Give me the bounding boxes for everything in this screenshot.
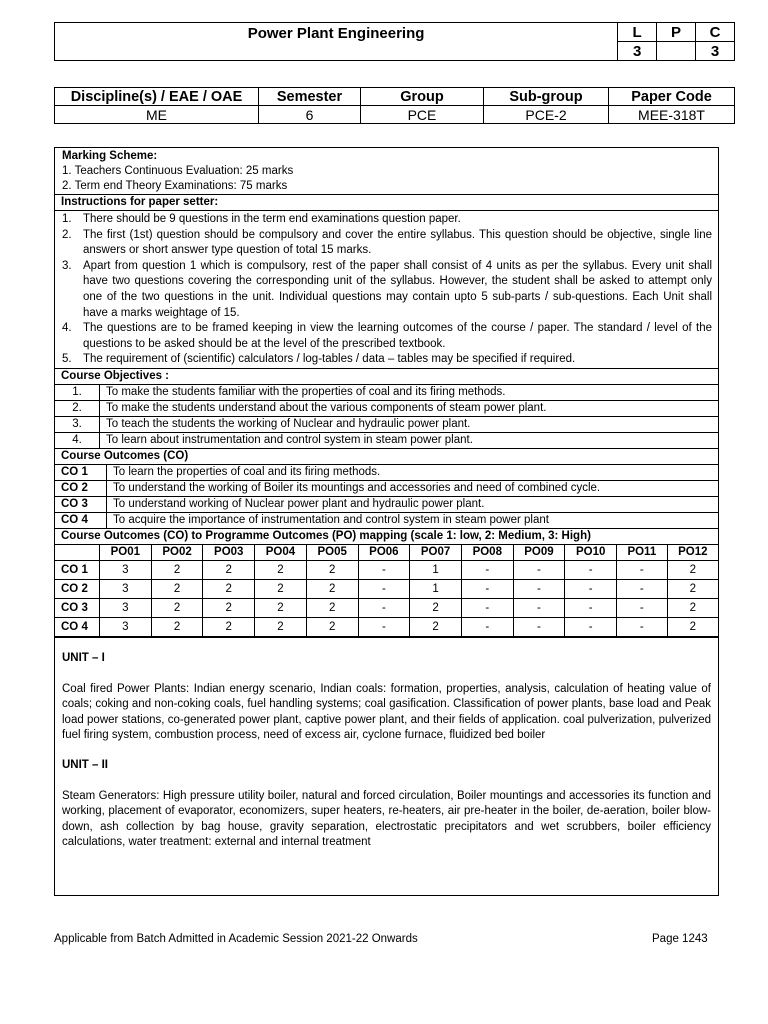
instructions-list	[55, 210, 718, 368]
po-header: PO03	[203, 544, 255, 560]
po-header: PO09	[513, 544, 565, 560]
mapping-cell: -	[358, 579, 410, 598]
mapping-cell: 2	[203, 579, 255, 598]
mapping-cell: -	[461, 617, 513, 636]
instruction-num: 1.	[62, 213, 72, 225]
instruction-num: 3.	[62, 259, 72, 272]
unit-body: Steam Generators: High pressure utility boiler, natural and forced circulation, Boiler mountings and accessories its function and working, placement of evaporator, economizers, super heaters, re-heaters, air pre-heater in the boiler, de-aeration, boiler blow- down, ash collection by bag house, gravity separation, electrostatic precipitators and wet scrubbers, boiler efficiency calculations, water treatment: external and internal treatment	[62, 789, 711, 849]
mapping-cell: 2	[306, 579, 358, 598]
instruction-text: Apart from question 1 which is compulsory, rest of the paper shall consist of 4 units as per the syllabus. Every unit shall have two questions covering the corresponding unit of the syllabus. However, the student shall be asked to attempt only one of the two questions in the unit. Individual questions may contain upto 5 sub-parts / sub-questions. Each Unit shall have a marks weightage of 15.	[83, 259, 712, 319]
outcome-num: CO 2	[55, 480, 107, 496]
po-header: PO07	[410, 544, 462, 560]
po-header: PO06	[358, 544, 410, 560]
subgroup-value: PCE-2	[484, 106, 609, 124]
po-header: PO02	[151, 544, 203, 560]
mapping-cell: -	[617, 560, 668, 579]
po-header: PO01	[100, 544, 152, 560]
marking-item: 1. Teachers Continuous Evaluation: 25 marks	[62, 165, 294, 177]
instruction-num: 5.	[62, 353, 72, 366]
mapping-cell: 2	[667, 560, 718, 579]
instruction-text: The first (1st) question should be compulsory and cover the entire syllabus. This question should be objective, single line answers or short answer type question of total 15 marks.	[83, 228, 712, 257]
course-title: Power Plant Engineering	[55, 23, 618, 61]
po-header: PO11	[617, 544, 668, 560]
po-header: PO12	[667, 544, 718, 560]
group-header: Group	[361, 88, 484, 106]
paper-code-value: MEE-318T	[609, 106, 735, 124]
mapping-cell: 3	[100, 617, 152, 636]
mapping-cell: 1	[410, 579, 462, 598]
po-header: PO05	[306, 544, 358, 560]
mapping-row	[55, 617, 718, 636]
marking-scheme-section	[55, 148, 718, 194]
outcome-num: CO 4	[55, 512, 107, 528]
mapping-cell: 2	[203, 617, 255, 636]
co-po-mapping-table	[55, 544, 718, 637]
objective-row	[55, 416, 718, 432]
instruction-item	[55, 212, 718, 228]
instruction-num: 4.	[62, 322, 72, 335]
instruction-num: 2.	[62, 228, 72, 241]
mapping-cell: 2	[255, 579, 307, 598]
mapping-cell: -	[461, 598, 513, 617]
objective-row	[55, 400, 718, 416]
mapping-cell: 3	[100, 560, 152, 579]
objective-text: To teach the students the working of Nuclear and hydraulic power plant.	[100, 416, 719, 432]
outcome-row	[55, 480, 718, 496]
ltpc-header-p: P	[657, 23, 696, 42]
outcome-num: CO 3	[55, 496, 107, 512]
mapping-cell: 3	[100, 579, 152, 598]
outcome-row	[55, 512, 718, 528]
mapping-cell: 3	[100, 598, 152, 617]
mapping-cell: -	[513, 579, 565, 598]
course-title-block	[54, 22, 735, 61]
instruction-item	[55, 228, 718, 259]
mapping-cell: -	[461, 579, 513, 598]
instruction-text: The questions are to be framed keeping in view the learning outcomes of the course / paper. The standard / level of the questions to be asked should be at the level of the prescribed textbook.	[83, 322, 712, 350]
mapping-cell: 2	[667, 579, 718, 598]
objective-num: 3.	[55, 416, 100, 432]
mapping-cell: -	[617, 598, 668, 617]
outcome-text: To learn the properties of coal and its firing methods.	[107, 464, 719, 480]
mapping-cell: 2	[306, 617, 358, 636]
mapping-cell: -	[461, 560, 513, 579]
unit-body: Coal fired Power Plants: Indian energy scenario, Indian coals: formation, properties, analysis, calculation of heating value of coals; coking and non-coking coals, fuel handling systems; coal gasification. Classification of power plants, base load and Peak load power stations, co-generated power plant, captive power plant, and their fields of application. coal pulverization, pulverized fuel firing system, combustion process, need of excess air, cyclone furnace, fluidized bed boiler	[62, 682, 711, 742]
po-header: PO10	[565, 544, 617, 560]
ltpc-value-p	[657, 42, 696, 61]
po-header: PO08	[461, 544, 513, 560]
instructions-heading: Instructions for paper setter:	[55, 194, 718, 210]
mapping-row	[55, 560, 718, 579]
instruction-text: The requirement of (scientific) calculators / log-tables / data – tables may be specified if required.	[83, 353, 576, 366]
subgroup-header: Sub-group	[484, 88, 609, 106]
mapping-row-label: CO 4	[55, 617, 100, 636]
outcome-row	[55, 464, 718, 480]
outcome-text: To understand the working of Boiler its mountings and accessories and need of combined cycle.	[107, 480, 719, 496]
mapping-cell: 2	[255, 598, 307, 617]
mapping-cell: 2	[203, 560, 255, 579]
mapping-cell: -	[358, 617, 410, 636]
mapping-cell: 2	[203, 598, 255, 617]
marking-scheme-heading: Marking Scheme:	[62, 150, 158, 162]
mapping-cell: -	[513, 598, 565, 617]
mapping-cell: -	[565, 598, 617, 617]
outcome-text: To understand working of Nuclear power plant and hydraulic power plant.	[107, 496, 719, 512]
objective-row	[55, 432, 718, 448]
mapping-row	[55, 579, 718, 598]
mapping-cell: 2	[410, 617, 462, 636]
instruction-text: There should be 9 questions in the term end examinations question paper.	[83, 213, 461, 225]
mapping-cell: 1	[410, 560, 462, 579]
discipline-header: Discipline(s) / EAE / OAE	[55, 88, 259, 106]
unit-title: UNIT – II	[62, 758, 109, 771]
objective-num: 1.	[55, 384, 100, 400]
objectives-table	[55, 384, 718, 449]
marking-item: 2. Term end Theory Examinations: 75 marks	[62, 180, 288, 192]
instruction-item	[55, 259, 718, 321]
objective-row	[55, 384, 718, 400]
paper-code-header: Paper Code	[609, 88, 735, 106]
mapping-cell: 2	[255, 617, 307, 636]
applicable-note: Applicable from Batch Admitted in Academic Session 2021-22 Onwards	[54, 933, 418, 945]
objective-text: To make the students understand about the various components of steam power plant.	[100, 400, 719, 416]
semester-header: Semester	[259, 88, 361, 106]
unit-title: UNIT – I	[62, 651, 105, 664]
instruction-item	[55, 352, 718, 368]
mapping-cell: 2	[667, 598, 718, 617]
mapping-header-row	[55, 544, 718, 560]
mapping-cell: 2	[151, 579, 203, 598]
outcome-row	[55, 496, 718, 512]
mapping-corner-cell	[55, 544, 100, 560]
objective-num: 4.	[55, 432, 100, 448]
syllabus-box	[54, 147, 719, 896]
mapping-cell: 2	[151, 560, 203, 579]
instruction-item	[55, 321, 718, 352]
mapping-row-label: CO 3	[55, 598, 100, 617]
mapping-cell: -	[565, 560, 617, 579]
mapping-cell: -	[617, 617, 668, 636]
mapping-cell: 2	[306, 598, 358, 617]
objective-text: To make the students familiar with the properties of coal and its firing methods.	[100, 384, 719, 400]
mapping-cell: 2	[151, 617, 203, 636]
mapping-cell: 2	[255, 560, 307, 579]
semester-value: 6	[259, 106, 361, 124]
page-number: Page 1243	[652, 933, 708, 945]
ltpc-value-c: 3	[696, 42, 735, 61]
objective-text: To learn about instrumentation and control system in steam power plant.	[100, 432, 719, 448]
units-section	[55, 637, 718, 851]
mapping-heading: Course Outcomes (CO) to Programme Outcomes (PO) mapping (scale 1: low, 2: Medium, 3: High)	[61, 529, 591, 542]
mapping-cell: 2	[667, 617, 718, 636]
mapping-cell: -	[565, 617, 617, 636]
objective-num: 2.	[55, 400, 100, 416]
outcomes-heading: Course Outcomes (CO)	[61, 449, 189, 462]
mapping-cell: -	[513, 617, 565, 636]
mapping-row-label: CO 1	[55, 560, 100, 579]
outcomes-table	[55, 464, 718, 529]
mapping-cell: 2	[306, 560, 358, 579]
mapping-row-label: CO 2	[55, 579, 100, 598]
mapping-cell: -	[617, 579, 668, 598]
mapping-cell: -	[358, 598, 410, 617]
ltpc-header-l: L	[618, 23, 657, 42]
mapping-cell: 2	[151, 598, 203, 617]
group-value: PCE	[361, 106, 484, 124]
mapping-row	[55, 598, 718, 617]
outcome-num: CO 1	[55, 464, 107, 480]
mapping-cell: -	[358, 560, 410, 579]
discipline-table	[54, 87, 735, 124]
po-header: PO04	[255, 544, 307, 560]
ltpc-value-l: 3	[618, 42, 657, 61]
outcome-text: To acquire the importance of instrumentation and control system in steam power plant	[107, 512, 719, 528]
mapping-cell: 2	[410, 598, 462, 617]
objectives-heading: Course Objectives :	[55, 368, 718, 384]
discipline-value: ME	[55, 106, 259, 124]
mapping-cell: -	[513, 560, 565, 579]
ltpc-header-c: C	[696, 23, 735, 42]
mapping-cell: -	[565, 579, 617, 598]
